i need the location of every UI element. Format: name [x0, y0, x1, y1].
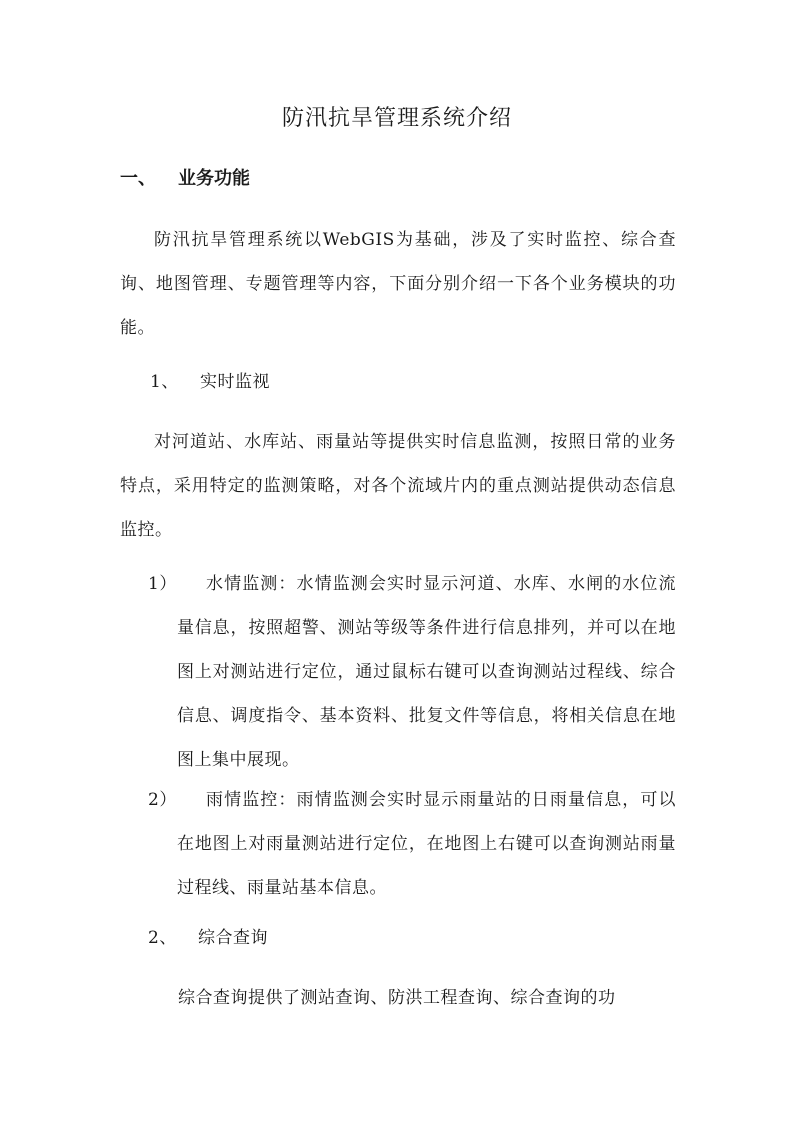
list-item-text: 雨情监控：雨情监测会实时显示雨量站的日雨量信息，可以在地图上对雨量测站进行定位，在地图上右键可以查询测站雨量过程线、雨量站基本信息。: [177, 790, 676, 898]
realtime-monitoring-paragraph: 对河道站、水库站、雨量站等提供实时信息监测，按照日常的业务特点，采用特定的监测策略，对各个流域片内的重点测站提供动态信息监控。: [120, 432, 676, 540]
subsection-number: 2、: [148, 928, 177, 948]
list-item-marker: 1）: [148, 574, 177, 594]
section-heading-text: 业务功能: [178, 168, 250, 189]
list-item-marker: 2）: [148, 790, 177, 810]
section-number: 一、: [120, 168, 156, 189]
list-item-rain-monitoring: [148, 778, 676, 910]
intro-paragraph: 防汛抗旱管理系统以WebGIS为基础，涉及了实时监控、综合查询、地图管理、专题管理等内容，下面分别介绍一下各个业务模块的功能。: [120, 230, 676, 338]
subsection-heading-integrated-query: [148, 924, 268, 952]
subsection-number: 1、: [150, 372, 179, 392]
list-item-water-monitoring: [148, 562, 676, 782]
section-heading-business-functions: [120, 165, 250, 193]
document-title: 防汛抗旱管理系统介绍: [281, 106, 512, 131]
list-item-text: 水情监测：水情监测会实时显示河道、水库、水闸的水位流量信息，按照超警、测站等级等条件进行信息排列，并可以在地图上对测站进行定位，通过鼠标右键可以查询测站过程线、综合信息、调度指令、基本资料、批复文件等信息，将相关信息在地图上集中展现。: [177, 574, 676, 770]
subsection-heading-text: 实时监视: [200, 372, 270, 392]
integrated-query-paragraph: 综合查询提供了测站查询、防洪工程查询、综合查询的功: [178, 988, 616, 1008]
subsection-heading-realtime-monitoring: [150, 368, 270, 396]
subsection-heading-text: 综合查询: [198, 928, 268, 948]
